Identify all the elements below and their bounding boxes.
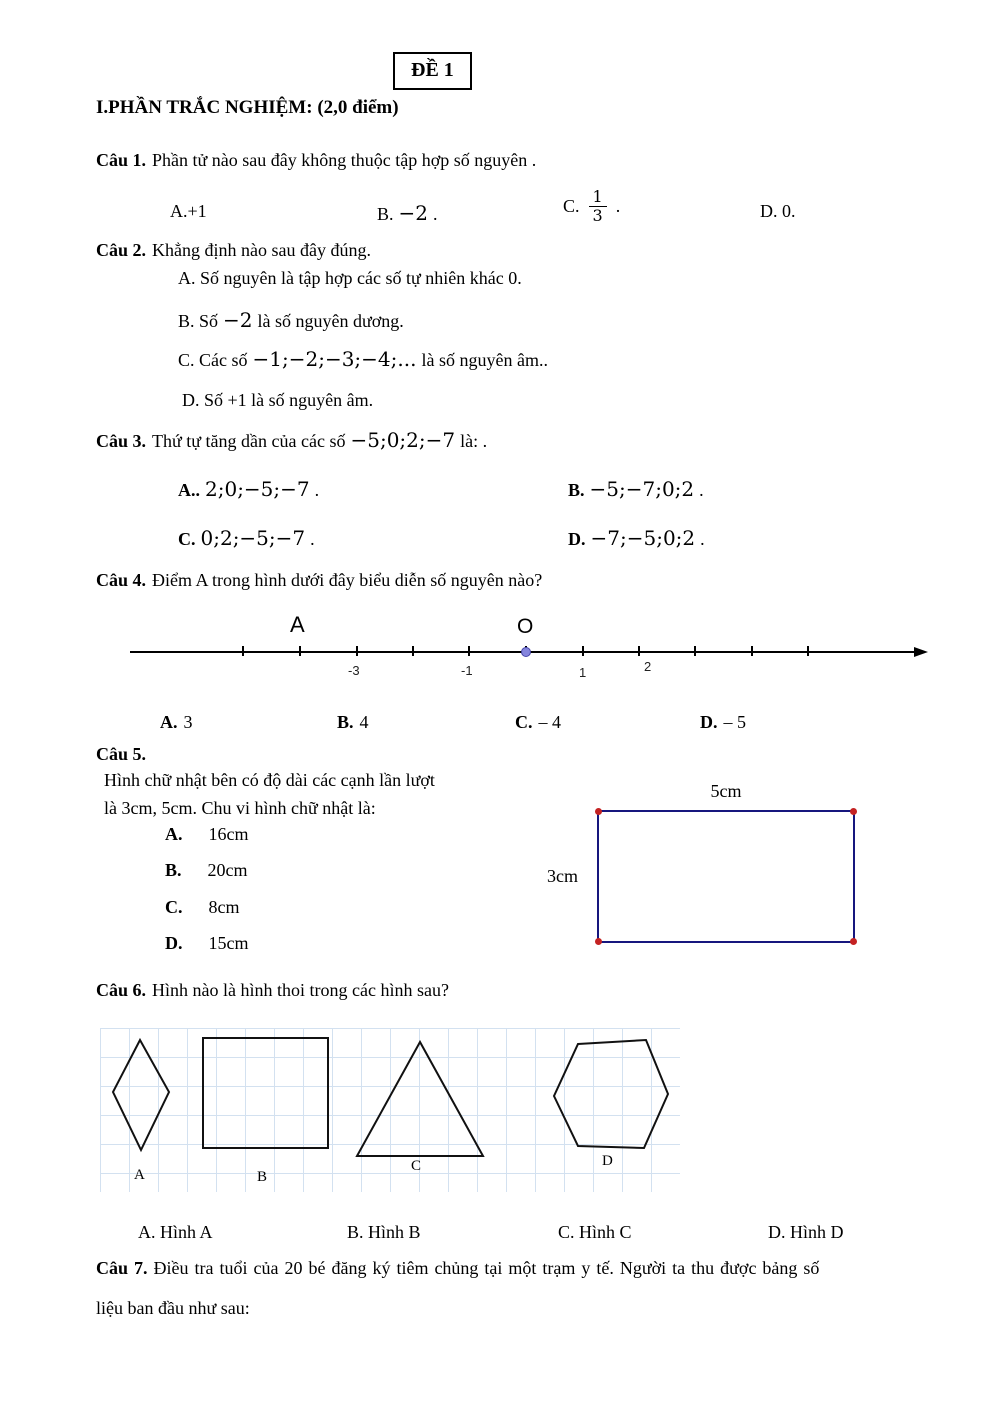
q6-option-d: D. Hình D — [768, 1222, 844, 1242]
q2-stem — [96, 240, 371, 261]
number-line-arrow-icon — [914, 647, 928, 657]
corner-dot — [595, 808, 602, 815]
q7-text-line2: liệu ban đầu như sau: — [96, 1298, 250, 1318]
q3-option-b-post: . — [699, 480, 704, 500]
tick-mark — [694, 646, 696, 656]
tick-mark — [807, 646, 809, 656]
q4-option-c-label: C. — [515, 712, 533, 732]
q3-option-c-post: . — [310, 529, 315, 549]
q2-text: Khẳng định nào sau đây đúng. — [152, 240, 371, 260]
q6-text: Hình nào là hình thoi trong các hình sau? — [152, 980, 449, 1000]
fraction-denominator: 3 — [592, 205, 603, 225]
q6-label: Câu 6. — [96, 980, 147, 1000]
rhombus-shape — [113, 1040, 169, 1150]
q4-option-c-value: – 4 — [538, 712, 561, 732]
shapes-svg — [100, 1028, 680, 1192]
q4-option-c — [515, 712, 561, 733]
q4-option-d-label: D. — [700, 712, 718, 732]
q5-option-d-value: 15cm — [208, 933, 249, 953]
q6-option-c: C. Hình C — [558, 1222, 632, 1242]
q3-option-a-label: A.. — [178, 480, 200, 500]
tick-mark — [468, 646, 470, 656]
tick-mark — [638, 646, 640, 656]
q5-option-b-value: 20cm — [207, 860, 248, 880]
q5-text-line1: Hình chữ nhật bên có độ dài các cạnh lần lượt — [104, 770, 435, 790]
q3-option-c-label: C. — [178, 529, 196, 549]
q3-label: Câu 3. — [96, 431, 147, 451]
q2-option-c-math: −1;−2;−3;−4;... — [252, 347, 417, 371]
q1-label: Câu 1. — [96, 150, 147, 170]
tick-label: 1 — [579, 665, 587, 680]
q5-label: Câu 5. — [96, 744, 147, 764]
q2-option-c-pre: C. Các số — [178, 350, 248, 370]
tick-mark — [356, 646, 358, 656]
q1-option-b — [377, 201, 438, 225]
q1-option-b-label: B. — [377, 204, 394, 224]
q2-option-c-post: là số nguyên âm.. — [421, 350, 548, 370]
q4-label: Câu 4. — [96, 570, 147, 590]
q4-option-b-label: B. — [337, 712, 354, 732]
corner-dot — [595, 938, 602, 945]
q3-option-b-math: −5;−7;0;2 — [589, 477, 695, 501]
q3-option-a-post: . — [314, 480, 320, 500]
q3-stem — [96, 428, 487, 452]
q3-text-pre: Thứ tự tăng dần của các số — [152, 431, 346, 451]
shape-label-d: D — [602, 1153, 613, 1169]
exam-title: ĐỀ 1 — [411, 59, 454, 81]
q2-label: Câu 2. — [96, 240, 147, 260]
q1-option-c — [563, 188, 620, 224]
q3-option-c-math: 0;2;−5;−7 — [200, 526, 306, 550]
q3-option-a-math: 2;0;−5;−7 — [205, 477, 310, 501]
q1-option-b-post: . — [433, 204, 438, 224]
q3-stem-math: −5;0;2;−7 — [350, 428, 456, 452]
q2-option-b — [178, 308, 404, 332]
q2-option-d: D. Số +1 là số nguyên âm. — [182, 390, 374, 410]
shape-label-c: C — [411, 1158, 422, 1174]
q3-option-d-label: D. — [568, 529, 586, 549]
point-marker-dot — [521, 647, 531, 657]
q1-option-c-label: C. — [563, 195, 580, 216]
q1-option-b-math: −2 — [398, 201, 428, 225]
shape-label-b: B — [257, 1169, 268, 1185]
q2-option-b-math: −2 — [223, 308, 253, 332]
q1-text: Phần tử nào sau đây không thuộc tập hợp số nguyên . — [152, 150, 537, 170]
rect-top-label: 5cm — [710, 781, 742, 801]
q3-option-d-post: . — [700, 529, 705, 549]
rect-side-label: 3cm — [547, 866, 578, 886]
q4-text: Điểm A trong hình dưới đây biểu diễn số nguyên nào? — [152, 570, 543, 590]
shapes-figure — [100, 1028, 680, 1192]
q6-stem — [96, 980, 449, 1001]
q3-option-b-label: B. — [568, 480, 585, 500]
fraction-one-third — [589, 188, 607, 224]
tick-label: 2 — [644, 659, 652, 674]
q7-stem-line1 — [96, 1258, 819, 1279]
q4-option-a-value: 3 — [183, 712, 193, 732]
tick-label: -3 — [348, 663, 360, 678]
q7-text-line1: Điều tra tuổi của 20 bé đăng ký tiêm chủng tại một trạm y tế. Người ta thu được bảng số — [153, 1258, 820, 1278]
q6-option-b: B. Hình B — [347, 1222, 421, 1242]
q4-option-a-label: A. — [160, 712, 178, 732]
tick-mark — [299, 646, 301, 656]
q5-option-c-value: 8cm — [208, 897, 240, 917]
q2-option-b-pre: B. Số — [178, 311, 219, 331]
q2-option-c — [178, 347, 548, 371]
corner-dot — [850, 808, 857, 815]
rectangle-figure — [597, 810, 855, 943]
hexagon-shape — [554, 1040, 668, 1148]
q4-option-b — [337, 712, 369, 733]
tick-mark — [582, 646, 584, 656]
fraction-numerator: 1 — [589, 188, 607, 207]
section-heading: I.PHẦN TRẮC NGHIỆM: (2,0 điểm) — [96, 97, 399, 118]
q5-option-d — [165, 933, 249, 954]
q5-text-line2: là 3cm, 5cm. Chu vi hình chữ nhật là: — [104, 798, 376, 818]
q1-option-d: D. 0. — [760, 201, 796, 221]
point-a-label: A — [290, 612, 305, 637]
q7-label: Câu 7. — [96, 1258, 148, 1278]
q5-option-d-label: D. — [165, 933, 183, 953]
tick-mark — [242, 646, 244, 656]
q3-option-c — [178, 526, 315, 550]
q5-option-a — [165, 824, 249, 845]
tick-label: -1 — [461, 663, 473, 678]
square-shape — [203, 1038, 328, 1148]
origin-circle-label: O — [517, 615, 534, 638]
q4-option-a — [160, 712, 193, 733]
q5-option-a-value: 16cm — [208, 824, 249, 844]
q4-option-d-value: – 5 — [723, 712, 746, 732]
corner-dot — [850, 938, 857, 945]
q3-option-a — [178, 477, 319, 501]
q1-stem — [96, 150, 536, 171]
q4-option-b-value: 4 — [359, 712, 369, 732]
q3-option-b — [568, 477, 704, 501]
q5-option-c-label: C. — [165, 897, 183, 917]
q1-option-a: A.+1 — [170, 201, 207, 221]
q3-text-post: là: . — [460, 431, 488, 451]
q2-option-b-post: là số nguyên dương. — [257, 311, 404, 331]
q1-option-c-post: . — [615, 195, 621, 216]
shape-label-a: A — [134, 1167, 145, 1183]
q4-option-d — [700, 712, 746, 733]
q6-option-a: A. Hình A — [138, 1222, 213, 1242]
q5-option-b — [165, 860, 248, 881]
q3-option-d — [568, 526, 705, 550]
q4-stem — [96, 570, 542, 591]
q5-option-b-label: B. — [165, 860, 182, 880]
exam-title-box — [393, 52, 472, 90]
tick-mark — [751, 646, 753, 656]
triangle-shape — [357, 1042, 483, 1156]
q2-option-a: A. Số nguyên là tập hợp các số tự nhiên khác 0. — [178, 268, 522, 288]
q3-option-d-math: −7;−5;0;2 — [590, 526, 696, 550]
q5-option-a-label: A. — [165, 824, 183, 844]
q5-option-c — [165, 897, 240, 918]
tick-mark — [412, 646, 414, 656]
number-line-figure — [110, 610, 960, 696]
